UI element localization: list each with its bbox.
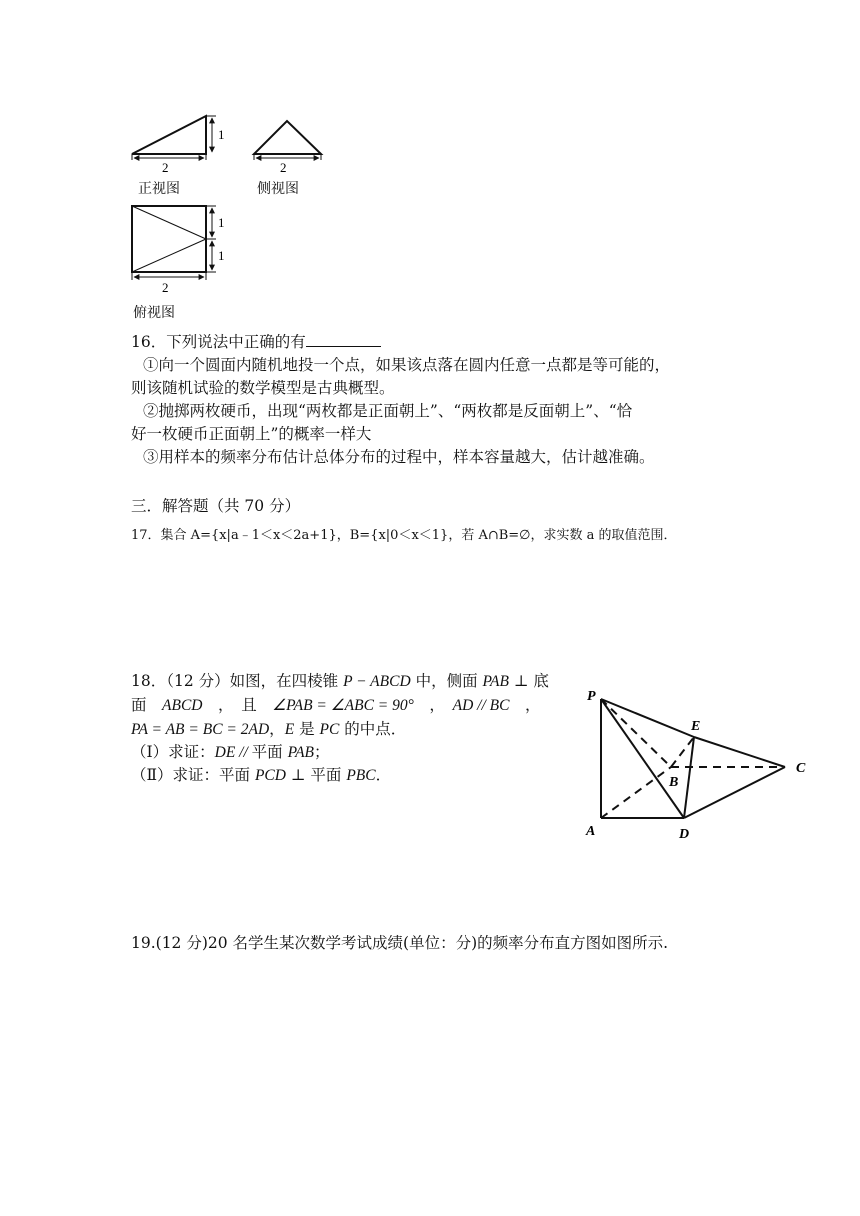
vertex-C: C — [796, 761, 806, 776]
math-expr: PC — [319, 721, 340, 738]
math-expr: PAB — [287, 744, 314, 761]
math-expr: PAB — [482, 673, 509, 690]
q18-text: ， — [269, 720, 285, 738]
vertex-B: B — [669, 775, 679, 790]
q16-statement-1b: 则该随机试验的数学模型是古典概型。 — [131, 379, 395, 397]
q16-statement-3: ③用样本的频率分布估计总体分布的过程中，样本容量越大，估计越准确。 — [143, 448, 655, 466]
top-width-label: 2 — [162, 280, 169, 295]
q18-text: 面 — [131, 696, 163, 714]
q16-statement-1a: ①向一个圆面内随机地投一个点，如果该点落在圆内任意一点都是等可能的， — [143, 356, 671, 374]
section-3-title: 三．解答题（共 70 分） — [131, 497, 301, 515]
front-view — [132, 116, 216, 160]
vertex-E: E — [691, 719, 701, 734]
side-view — [254, 121, 321, 160]
math-expr: PBC — [346, 767, 376, 784]
q18-text: （Ⅱ）求证：平面 — [131, 766, 255, 784]
math-expr: E — [284, 721, 295, 738]
q16-title — [131, 330, 381, 352]
answer-blank — [306, 332, 381, 347]
q18-text: ， 且 — [202, 696, 273, 714]
math-expr: DE // — [214, 744, 252, 761]
q16-statement-2a: ②抛掷两枚硬币，出现“两枚都是正面朝上”、“两枚都是反面朝上”、“恰 — [143, 402, 633, 420]
q18-text: ． — [375, 766, 392, 784]
q18-text: 中，侧面 — [410, 672, 483, 690]
vertex-A: A — [586, 824, 596, 839]
q18-line-2 — [131, 693, 540, 715]
q17-text: 17．集合 A={x|a﹣1＜x＜2a+1}，B={x|0＜x＜1}，若 A∩B=∅，求实数 a 的取值范围． — [131, 528, 677, 543]
q18-text: 是 — [294, 720, 320, 738]
q18-text: 平面 — [251, 743, 288, 761]
q16-statement-2b: 好一枚硬币正面朝上”的概率一样大 — [131, 425, 372, 443]
q18-text: ⊥ 底 — [508, 672, 549, 690]
q18-line-1 — [131, 669, 549, 691]
front-view-label: 正视图 — [138, 181, 180, 197]
three-view-figure — [120, 108, 340, 323]
front-height-label: 1 — [218, 127, 225, 142]
side-view-label: 侧视图 — [257, 181, 299, 197]
q18-part-2 — [131, 763, 391, 785]
q18-text: ， — [413, 696, 453, 714]
q18-text: 的中点． — [339, 720, 407, 738]
math-expr: ABCD — [162, 697, 203, 714]
vertex-D: D — [679, 827, 690, 842]
top-view — [132, 206, 216, 280]
q19-text: 19.(12 分)20 名学生某次数学考试成绩(单位：分)的频率分布直方图如图所示. — [131, 934, 669, 952]
top-view-label: 俯视图 — [133, 305, 175, 321]
q18-text: ⊥ 平面 — [285, 766, 347, 784]
top-h1-label: 1 — [218, 215, 225, 230]
math-expr: P − ABCD — [343, 673, 411, 690]
math-expr: PA = AB = BC = 2AD — [131, 721, 270, 738]
math-expr: AD // BC — [452, 697, 510, 714]
q18-part-1 — [131, 740, 330, 762]
pyramid-figure — [575, 680, 815, 845]
vertex-P: P — [587, 689, 596, 704]
q18-text: 18．（12 分）如图，在四棱锥 — [131, 672, 344, 690]
q16-title-text: 16．下列说法中正确的有 — [131, 333, 306, 351]
q18-text: ； — [314, 743, 330, 761]
math-expr: PCD — [254, 767, 286, 784]
side-width-label: 2 — [280, 160, 287, 175]
q18-text: ， — [509, 696, 541, 714]
top-h2-label: 1 — [218, 248, 225, 263]
math-expr: ∠PAB = ∠ABC = 90° — [272, 697, 414, 714]
front-width-label: 2 — [162, 160, 169, 175]
q18-line-3 — [131, 717, 406, 739]
q18-text: （Ⅰ）求证： — [131, 743, 215, 761]
